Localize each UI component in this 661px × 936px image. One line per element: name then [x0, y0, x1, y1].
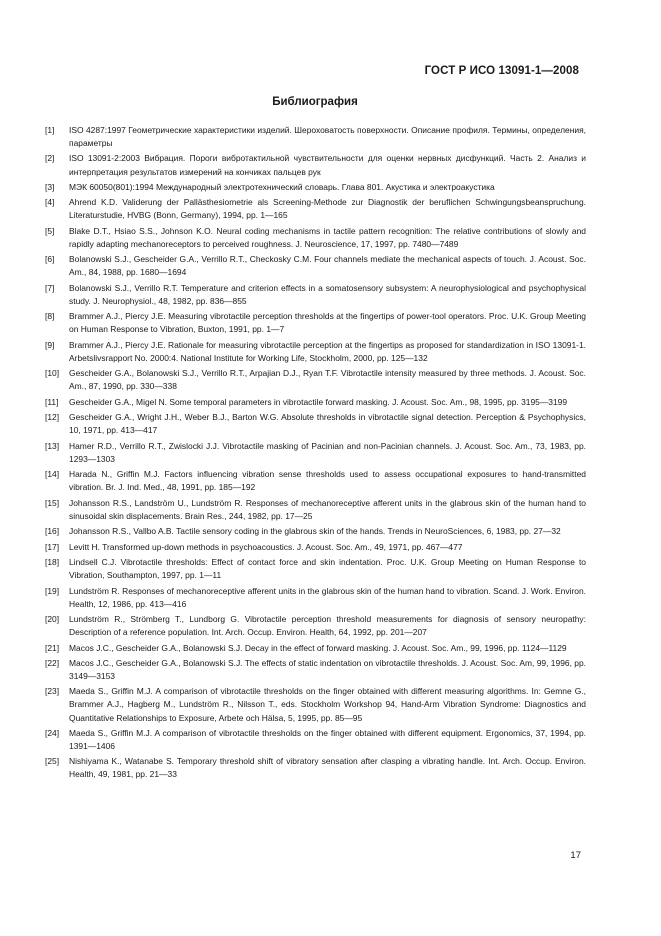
reference-text: Lindsell C.J. Vibrotactile thresholds: Effect of contact force and skin indentation. Proc. U.K. Group Meeting on Human Response to Vibration, Southampton, 1997, pp. 1—11: [69, 557, 586, 581]
reference-number: [14]: [45, 469, 60, 480]
reference-text: Gescheider G.A., Wright J.H., Weber B.J., Barton W.G. Absolute thresholds in vibrotactile signal detection. Perception & Psychophysics, 10, 1971, pp. 413—417: [69, 412, 586, 436]
reference-item: [45, 727, 586, 753]
reference-item: [45, 367, 586, 393]
reference-number: [9]: [45, 339, 55, 350]
reference-text: Lundström R. Responses of mechanoreceptive afferent units in the glabrous skin of the human hand to vibration. Scand. J. Work. Environ. Health, 12, 1986, pp. 413—416: [69, 585, 586, 609]
reference-text: Johansson R.S., Landström U., Lundström R. Responses of mechanoreceptive afferent units in the glabrous skin of the human hand to sinusoidal skin displacements. Brain Res., 244, 1982, pp. 17—25: [69, 497, 586, 521]
reference-text: ISO 4287:1997 Геометрические характеристики изделий. Шероховатость поверхности. Описание профиля. Термины, определения, параметры: [69, 125, 586, 149]
reference-item: [45, 310, 586, 336]
reference-number: [18]: [45, 557, 60, 568]
reference-item: [45, 225, 586, 251]
reference-item: [45, 685, 586, 724]
reference-number: [25]: [45, 756, 60, 767]
reference-number: [16]: [45, 526, 60, 537]
reference-item: [45, 253, 586, 279]
reference-text: Maсos J.C., Gescheider G.A., Bolanowski S.J. The effects of static indentation on vibrotactile thresholds. J. Acoust. Soc. Am, 99, 1996, pp. 3149—3153: [69, 657, 586, 681]
reference-text: Maсos J.C., Gescheider G.A., Bolanowski S.J. Decay in the effect of forward masking. J. Acoust. Soc. Am., 99, 1996, pp. 1124—1129: [69, 642, 567, 653]
reference-number: [6]: [45, 254, 55, 265]
reference-item: [45, 468, 586, 494]
reference-text: Bolanowski S.J., Gescheider G.A., Verrillo R.T., Checkosky C.M. Four channels mediate the mechanical aspects of touch. J. Acoust. Soc. Am., 84, 1988, pp. 1680—1694: [69, 254, 586, 278]
reference-number: [22]: [45, 657, 60, 668]
document-header: ГОСТ Р ИСО 13091-1—2008: [424, 65, 579, 77]
reference-number: [20]: [45, 614, 60, 625]
reference-text: Maeda S., Griffin M.J. A comparison of vibrotactile thresholds on the finger obtained with different measuring algorithms. In: Gemne G., Brammer A.J., Hagberg M., Lundström R., Nilsson T., eds. Stockholm Workshop 94, Hand-Arm Vibration Syndrome: Diagnostics and Quantitative Relationships to Exposure, Arbete och Hälsa, 5, 1995, pp. 85—95: [69, 686, 586, 723]
reference-number: [13]: [45, 440, 60, 451]
reference-item: [45, 497, 586, 523]
reference-number: [7]: [45, 282, 55, 293]
reference-item: [45, 556, 586, 582]
reference-text: Blake D.T., Hsiao S.S., Johnson K.O. Neural coding mechanisms in tactile pattern recognition: The relative contributions of slowly and rapidly adapting mechanoreceptors to perceived roughness. J. Neuroscience, 17, 1997, pp. 7480—7489: [69, 225, 586, 249]
reference-text: Brammer A.J., Piercy J.E. Rationale for measuring vibrotactile perception at the fingertips as proposed for standardization in ISO 13091-1. Arbetslivsrapport No. 2000:4. National Institute for Working Life, Stockholm, 2000, pp. 125—132: [69, 339, 586, 363]
reference-item: [45, 196, 586, 222]
reference-number: [10]: [45, 368, 60, 379]
reference-item: [45, 642, 586, 655]
reference-item: [45, 124, 586, 150]
reference-text: ISO 13091-2:2003 Вибрация. Пороги вибротактильной чувствительности для оценки нервных дисфункций. Часть 2. Анализ и интерпретация результатов измерений на кончиках пальцев рук: [69, 153, 586, 177]
reference-number: [19]: [45, 585, 60, 596]
reference-item: [45, 152, 586, 178]
reference-text: Lundström R., Strömberg T., Lundborg G. Vibrotactile perception threshold measurements for diagnosis of sensory neuropathy: Description of a reference population. Int. Arch. Occup. Environ. Health, 64, 1992, pp. 201—207: [69, 614, 586, 638]
reference-number: [4]: [45, 197, 55, 208]
reference-item: [45, 339, 586, 365]
reference-number: [1]: [45, 125, 55, 135]
reference-item: [45, 181, 586, 194]
reference-number: [8]: [45, 311, 55, 322]
reference-number: [5]: [45, 225, 55, 236]
reference-item: [45, 541, 586, 554]
reference-item: [45, 525, 586, 538]
reference-text: Levitt H. Transformed up-down methods in psychoacoustics. J. Acoust. Soc. Am., 49, 1971, pp. 467—477: [69, 541, 463, 552]
reference-item: [45, 440, 586, 466]
reference-text: Johansson R.S., Vallbo A.B. Tactile sensory coding in the glabrous skin of the hands. Trends in NeuroSciences, 6, 1983, pp. 27—32: [69, 526, 561, 537]
reference-text: Ahrend K.D. Validerung der Pallästhesiometrie als Screening-Methode zur Diagnostik der beruflichen Schwingungsbeanspruchung. Literaturstudie, HVBG (Bonn, Germany), 1994, pp. 1—165: [69, 197, 586, 221]
section-title: Библиография: [272, 96, 358, 108]
reference-number: [2]: [45, 153, 55, 164]
reference-text: Harada N., Griffin M.J. Factors influencing vibration sense thresholds used to assess occupational exposures to hand-transmitted vibration. Br. J. Ind. Med., 48, 1991, pp. 185—192: [69, 469, 586, 493]
reference-number: [11]: [45, 396, 59, 407]
reference-number: [17]: [45, 541, 60, 552]
reference-number: [21]: [45, 642, 60, 653]
reference-number: [24]: [45, 727, 60, 738]
reference-number: [15]: [45, 497, 60, 508]
reference-number: [12]: [45, 412, 60, 423]
reference-text: Nishiyama K., Watanabe S. Temporary threshold shift of vibratory sensation after clasping a vibrating handle. Int. Arch. Occup. Environ. Health, 49, 1981, pp. 21—33: [69, 756, 586, 780]
page-number: 17: [570, 850, 581, 861]
reference-text: МЭК 60050(801):1994 Международный электротехнический словарь. Глава 801. Акустика и электроакустика: [69, 181, 495, 192]
reference-item: [45, 657, 586, 683]
reference-number: [23]: [45, 686, 60, 697]
reference-item: [45, 282, 586, 308]
reference-item: [45, 411, 586, 437]
reference-number: [3]: [45, 181, 55, 192]
reference-text: Gescheider G.A., Bolanowski S.J., Verrillo R.T., Arpajian D.J., Ryan T.F. Vibrotactile intensity measured by three methods. J. Acoust. Soc. Am., 87, 1990, pp. 330—338: [69, 368, 586, 392]
reference-text: Maeda S., Griffin M.J. A comparison of vibrotactile thresholds on the finger obtained with different equipment. Ergonomics, 37, 1994, pp. 1391—1406: [69, 727, 586, 751]
reference-item: [45, 585, 586, 611]
reference-item: [45, 613, 586, 639]
reference-item: [45, 755, 586, 781]
reference-text: Gescheider G.A., Migel N. Some temporal parameters in vibrotactile forward masking. J. Acoust. Soc. Am., 98, 1995, pp. 3195—3199: [69, 396, 568, 407]
reference-text: Brammer A.J., Piercy J.E. Measuring vibrotactile perception thresholds at the fingertips of power-tool operators. Proc. U.K. Group Meeting on Human Response to Vibration, Buxton, 1991, pp. 1—7: [69, 311, 586, 335]
reference-text: Bolanowski S.J., Verrillo R.T. Temperature and criterion effects in a somatosensory subsystem: A neurophysiological and psychophysical study. J. Neurophysiol., 48, 1982, pp. 836—855: [69, 282, 586, 306]
reference-item: [45, 396, 586, 409]
bibliography-list: [45, 124, 586, 784]
reference-text: Hamer R.D., Verrillo R.T., Zwislocki J.J. Vibrotactile masking of Pacinian and non-Pacinian channels. J. Acoust. Soc. Am., 73, 1983, pp. 1293—1303: [69, 440, 586, 464]
